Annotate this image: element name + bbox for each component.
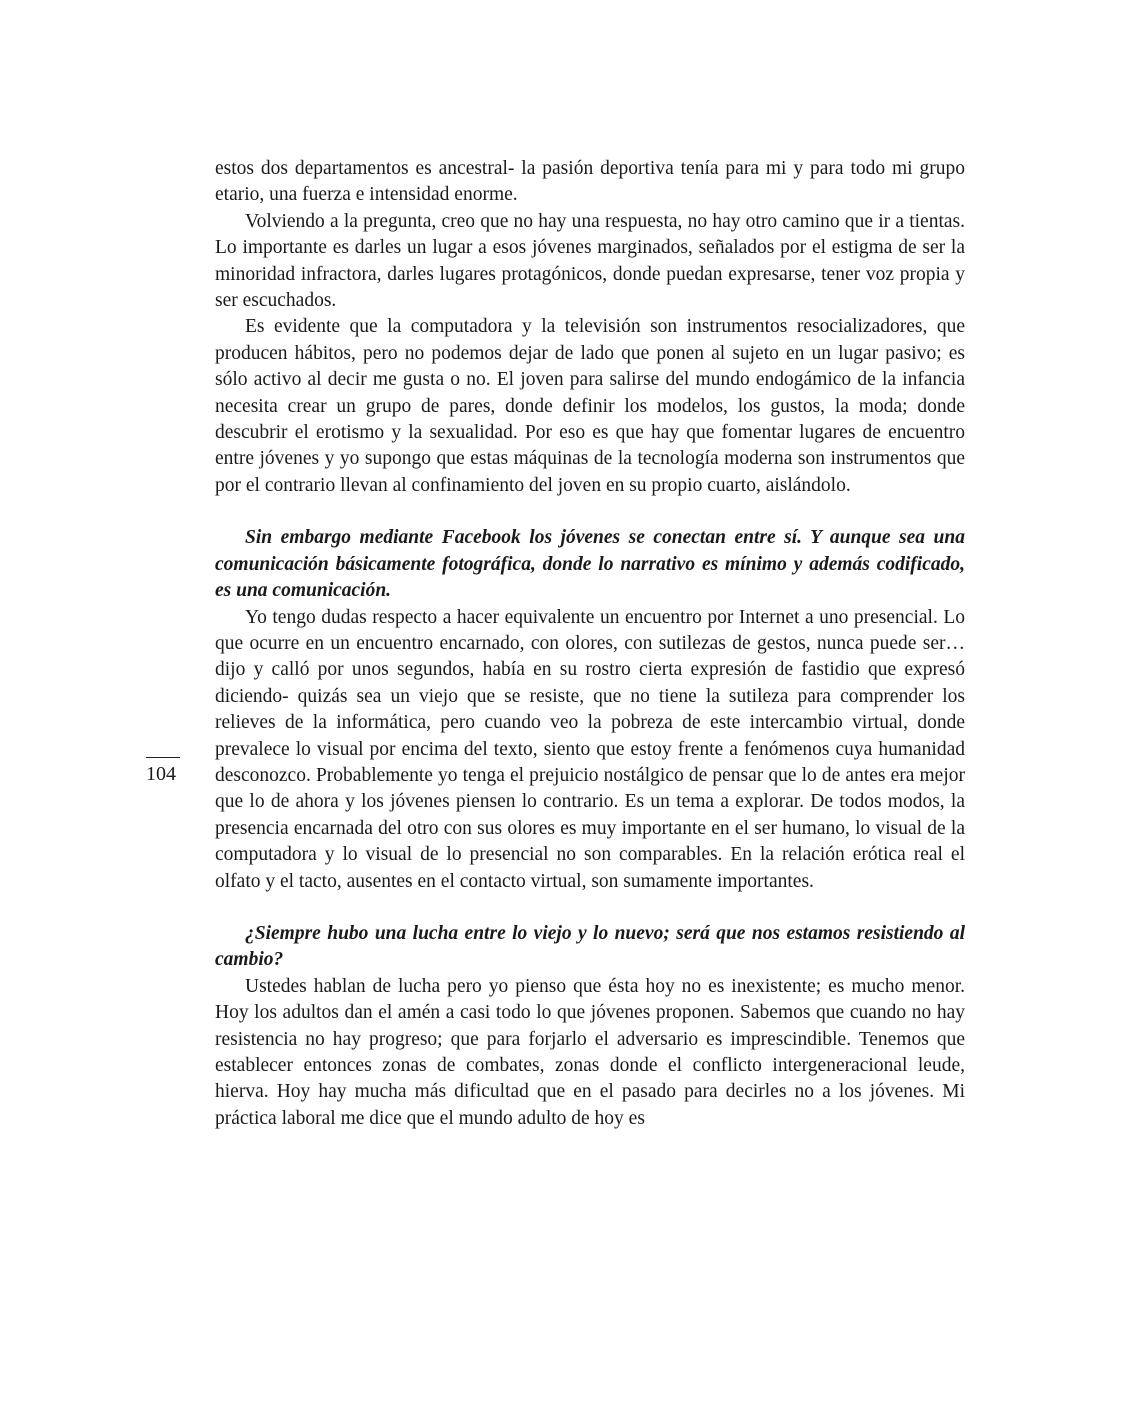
paragraph-continuation: estos dos departamentos es ancestral- la pasión deportiva tenía para mi y para todo mi grupo etario, una fuerza e intensidad enorme. bbox=[215, 158, 965, 206]
interview-question: ¿Siempre hubo una lucha entre lo viejo y lo nuevo; será que nos estamos resistiendo al cambio? bbox=[215, 922, 965, 971]
paragraph: Es evidente que la computadora y la televisión son instrumentos resocializadores, que producen hábitos, pero no podemos dejar de lado que ponen al sujeto en un lugar pasivo; es sólo activo al decir me gusta o no. El joven para salirse del mundo endogámico de la infancia necesita crear un grupo de pares, donde definir los modelos, los gustos, la moda; donde descubrir el erotismo y la sexualidad. Por eso es que hay que fomentar lugares de encuentro entre jóvenes y yo supongo que estas máquinas de la tecnología moderna son instrumentos que por el contrario llevan al confinamiento del joven en su propio cuarto, aislándolo. bbox=[215, 316, 965, 496]
paragraph: Ustedes hablan de lucha pero yo pienso que ésta hoy no es inexistente; es mucho menor. Hoy los adultos dan el amén a casi todo lo que jóvenes proponen. Sabemos que cuando no hay resistencia no hay progreso; que para forjarlo el adversario es imprescindible. Tenemos que establecer entonces zonas de combates, zonas donde el conflicto intergeneracional leude, hierva. Hoy hay mucha más dificultad que en el pasado para decirles no a los jóvenes. Mi práctica laboral me dice que el mundo adulto de hoy es bbox=[215, 975, 965, 1129]
body-text bbox=[215, 156, 965, 1132]
paragraph: Volviendo a la pregunta, creo que no hay una respuesta, no hay otro camino que ir a tientas. Lo importante es darles un lugar a esos jóvenes marginados, señalados por el estigma de ser la minoridad infractora, darles lugares protagónicos, donde puedan expresarse, tener voz propia y ser escuchados. bbox=[215, 210, 965, 312]
page-number-marker bbox=[146, 757, 182, 786]
page-number-rule bbox=[146, 757, 180, 758]
page-number: 104 bbox=[146, 763, 176, 785]
paragraph: Yo tengo dudas respecto a hacer equivalente un encuentro por Internet a uno presencial. Lo que ocurre en un encuentro encarnado, con olores, con sutilezas de gestos, nunca puede ser…dijo y calló por unos segundos, había en su rostro cierta expresión de fastidio que expresó diciendo- quizás sea un viejo que se resiste, que no tiene la sutileza para comprender los relieves de la informática, pero cuando veo la pobreza de este intercambio virtual, donde prevalece lo visual por encima del texto, siento que estoy frente a fenómenos cuya humanidad desconozco. Probablemente yo tenga el prejuicio nostálgico de pensar que lo de antes era mejor que lo de ahora y los jóvenes piensen lo contrario. Es un tema a explorar. De todos modos, la presencia encarnada del otro con sus olores es muy importante en el ser humano, lo visual de la computadora y lo visual de lo presencial no son comparables. En la relación erótica real el olfato y el tacto, ausentes en el contacto virtual, son sumamente importantes. bbox=[215, 606, 965, 892]
interview-question: Sin embargo mediante Facebook los jóvenes se conectan entre sí. Y aunque sea una comunicación básicamente fotográfica, donde lo narrativo es mínimo y además codificado, es una comunicación. bbox=[215, 527, 965, 602]
